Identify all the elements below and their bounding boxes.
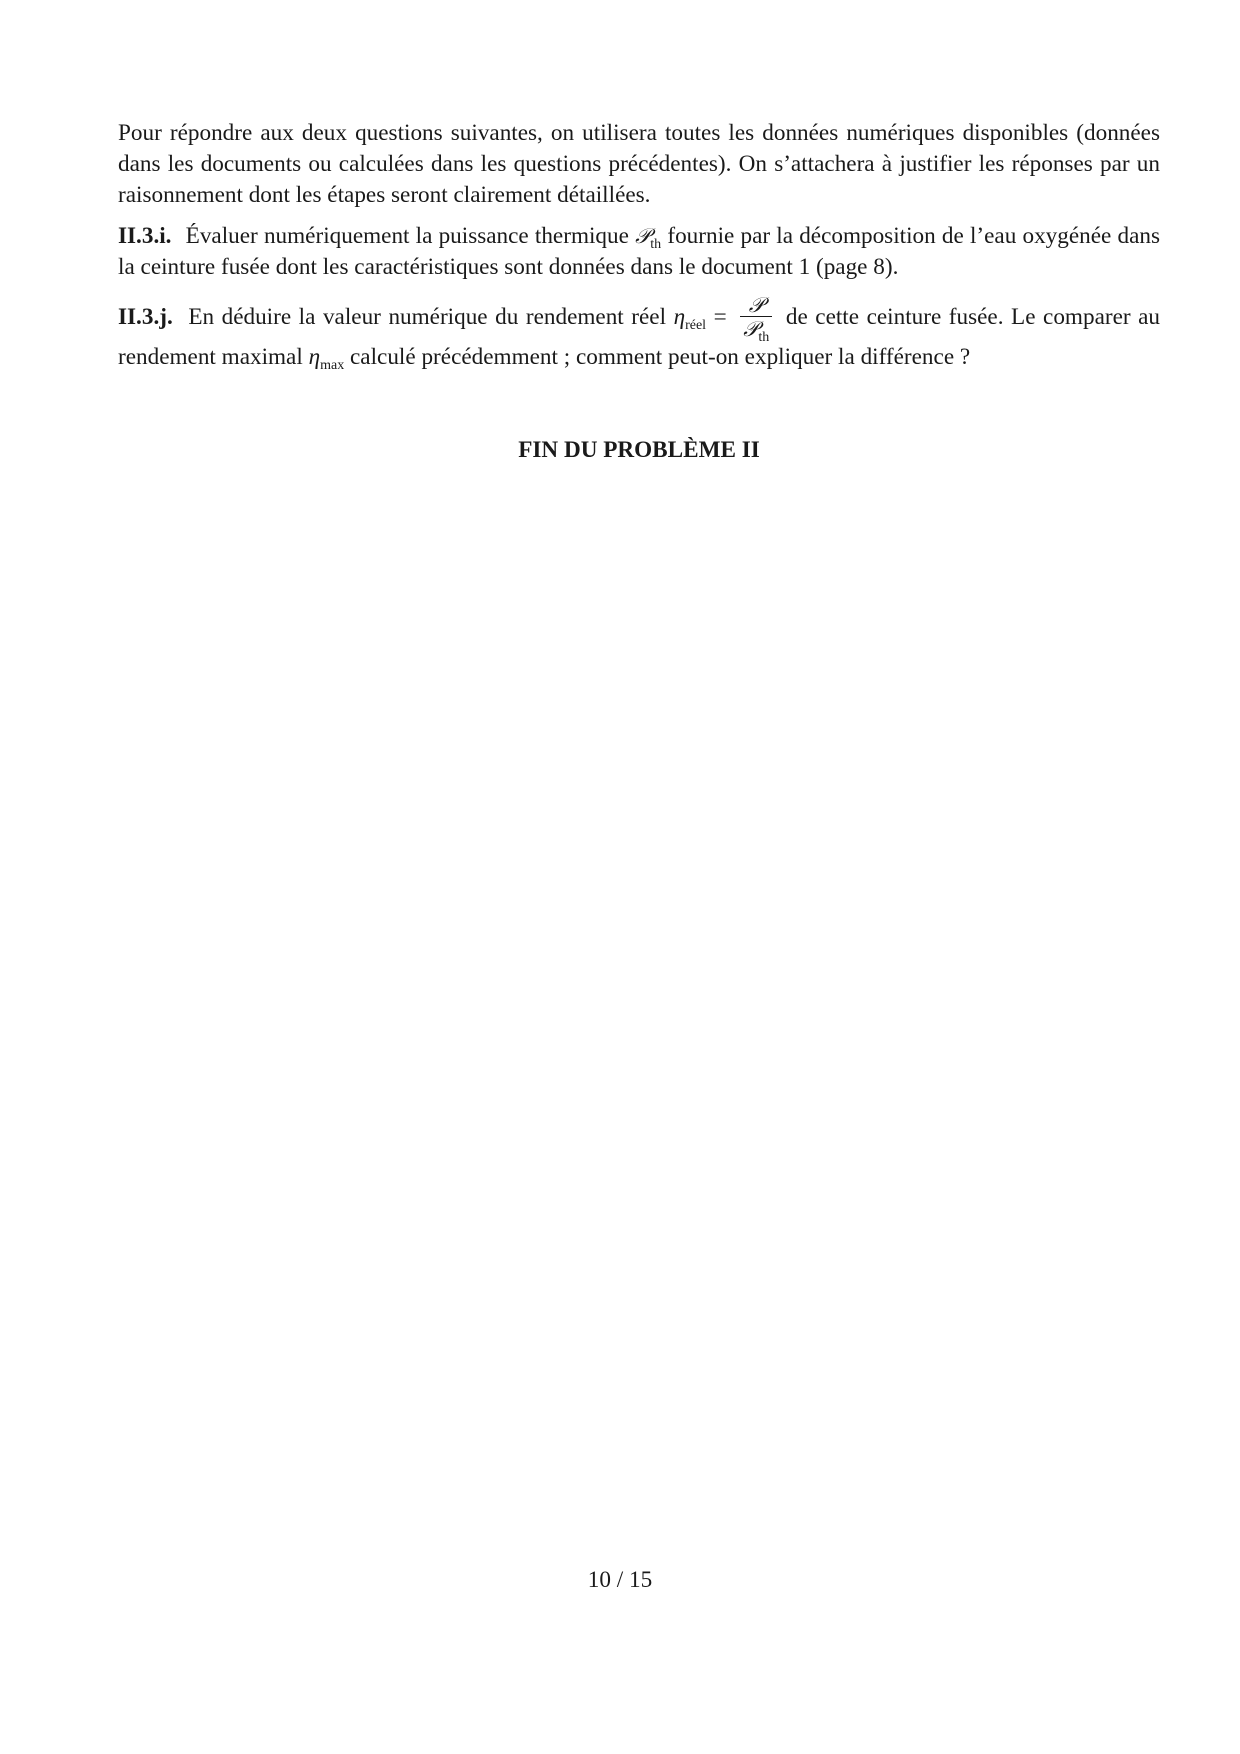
power-subscript: th (650, 237, 662, 252)
denominator-subscript: th (758, 329, 770, 345)
power-symbol: 𝒫 (635, 224, 651, 248)
eta-max-symbol: η (308, 343, 321, 370)
end-of-problem-title: FIN DU PROBLÈME II (518, 437, 760, 463)
efficiency-fraction (740, 292, 772, 345)
question-ii-3-j (118, 292, 1161, 373)
question-number: II.3.j. (118, 304, 173, 330)
denominator-symbol: 𝒫 (743, 316, 759, 341)
equals-sign: = (713, 304, 727, 330)
question-number: II.3.i. (118, 223, 172, 249)
intro-paragraph: Pour répondre aux deux questions suivantes, on utilisera toutes les données numériques disponibles (données dans les documents ou calculées dans les questions précédentes). On s’attachera à justifier les réponses par un raisonnement dont les étapes seront clairement détaillées. (118, 120, 1160, 208)
eta-symbol: η (673, 304, 686, 330)
question-text: En déduire la valeur numérique du rendement réel (188, 304, 667, 330)
fraction-numerator: 𝒫 (748, 292, 764, 317)
eta-max-subscript: max (320, 357, 345, 373)
question-ii-3-i (118, 221, 1160, 283)
fraction-denominator (740, 316, 772, 345)
question-text-middle: de cette ceinture fusée. Le comparer au rendement maximal (118, 304, 1161, 370)
question-text: Évaluer numériquement la puissance thermique (185, 223, 629, 249)
question-text-end: calculé précédemment ; comment peut-on expliquer la différence ? (350, 343, 971, 370)
question-text-continued: fournie par la décomposition de l’eau oxygénée dans la ceinture fusée dont les caractéristiques sont données dans le document 1 (page 8). (118, 223, 1161, 280)
page-content (118, 118, 1161, 463)
page-number: 10 / 15 (587, 1567, 653, 1593)
eta-subscript: réel (685, 318, 707, 333)
